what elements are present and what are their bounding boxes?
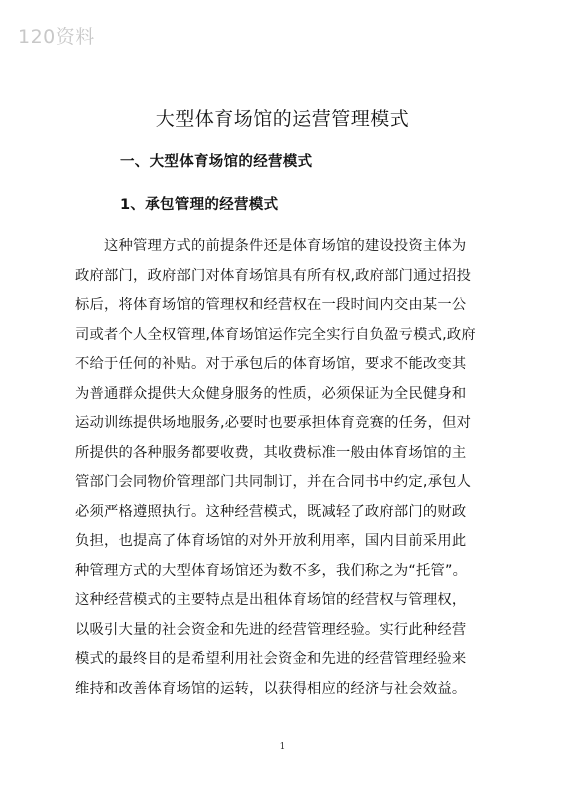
paragraph-line: 不给于任何的补贴。对于承包后的体育场馆，要求不能改变其 bbox=[75, 356, 467, 372]
paragraph-line: 为普通群众提供大众健身服务的性质，必须保证为全民健身和 bbox=[75, 385, 467, 402]
paragraph-line: 政府部门，政府部门对体育场馆具有所有权,政府部门通过招投 bbox=[75, 267, 472, 284]
watermark-text: 120资料 bbox=[18, 26, 95, 48]
document-title: 大型体育场馆的运营管理模式 bbox=[155, 108, 410, 130]
paragraph-line: 这种管理方式的前提条件还是体育场馆的建设投资主体为 bbox=[104, 238, 467, 254]
subsection-heading: 1、承包管理的经营模式 bbox=[120, 197, 279, 213]
paragraph-line: 维持和改善体育场馆的运转，以获得相应的经济与社会效益。 bbox=[75, 680, 467, 697]
paragraph-line: 种管理方式的大型体育场馆还为数不多，我们称之为“托管”。 bbox=[75, 562, 468, 579]
paragraph-line: 必须严格遵照执行。这种经营模式，既减轻了政府部门的财政 bbox=[75, 503, 467, 520]
page-number: 1 bbox=[279, 742, 286, 752]
body-paragraph bbox=[75, 236, 505, 708]
paragraph-line: 模式的最终目的是希望利用社会资金和先进的经营管理经验来 bbox=[75, 651, 467, 667]
paragraph-line: 标后，将体育场馆的管理权和经营权在一段时间内交由某一公 bbox=[75, 297, 467, 313]
paragraph-line: 以吸引大量的社会资金和先进的经营管理经验。实行此种经营 bbox=[75, 621, 467, 638]
paragraph-line: 所提供的各种服务都要收费，其收费标准一般由体育场馆的主 bbox=[75, 444, 467, 461]
paragraph-line: 管部门会同物价管理部门共同制订，并在合同书中约定,承包人 bbox=[75, 474, 472, 490]
paragraph-line: 运动训练提供场地服务,必要时也要承担体育竞赛的任务，但对 bbox=[75, 415, 472, 431]
paragraph-line: 这种经营模式的主要特点是出租体育场馆的经营权与管理权， bbox=[75, 592, 467, 608]
section-heading: 一、大型体育场馆的经营模式 bbox=[120, 154, 313, 170]
paragraph-line: 司或者个人全权管理,体育场馆运作完全实行自负盈亏模式,政府 bbox=[75, 326, 476, 343]
paragraph-line: 负担，也提高了体育场馆的对外开放利用率，国内目前采用此 bbox=[75, 533, 467, 549]
